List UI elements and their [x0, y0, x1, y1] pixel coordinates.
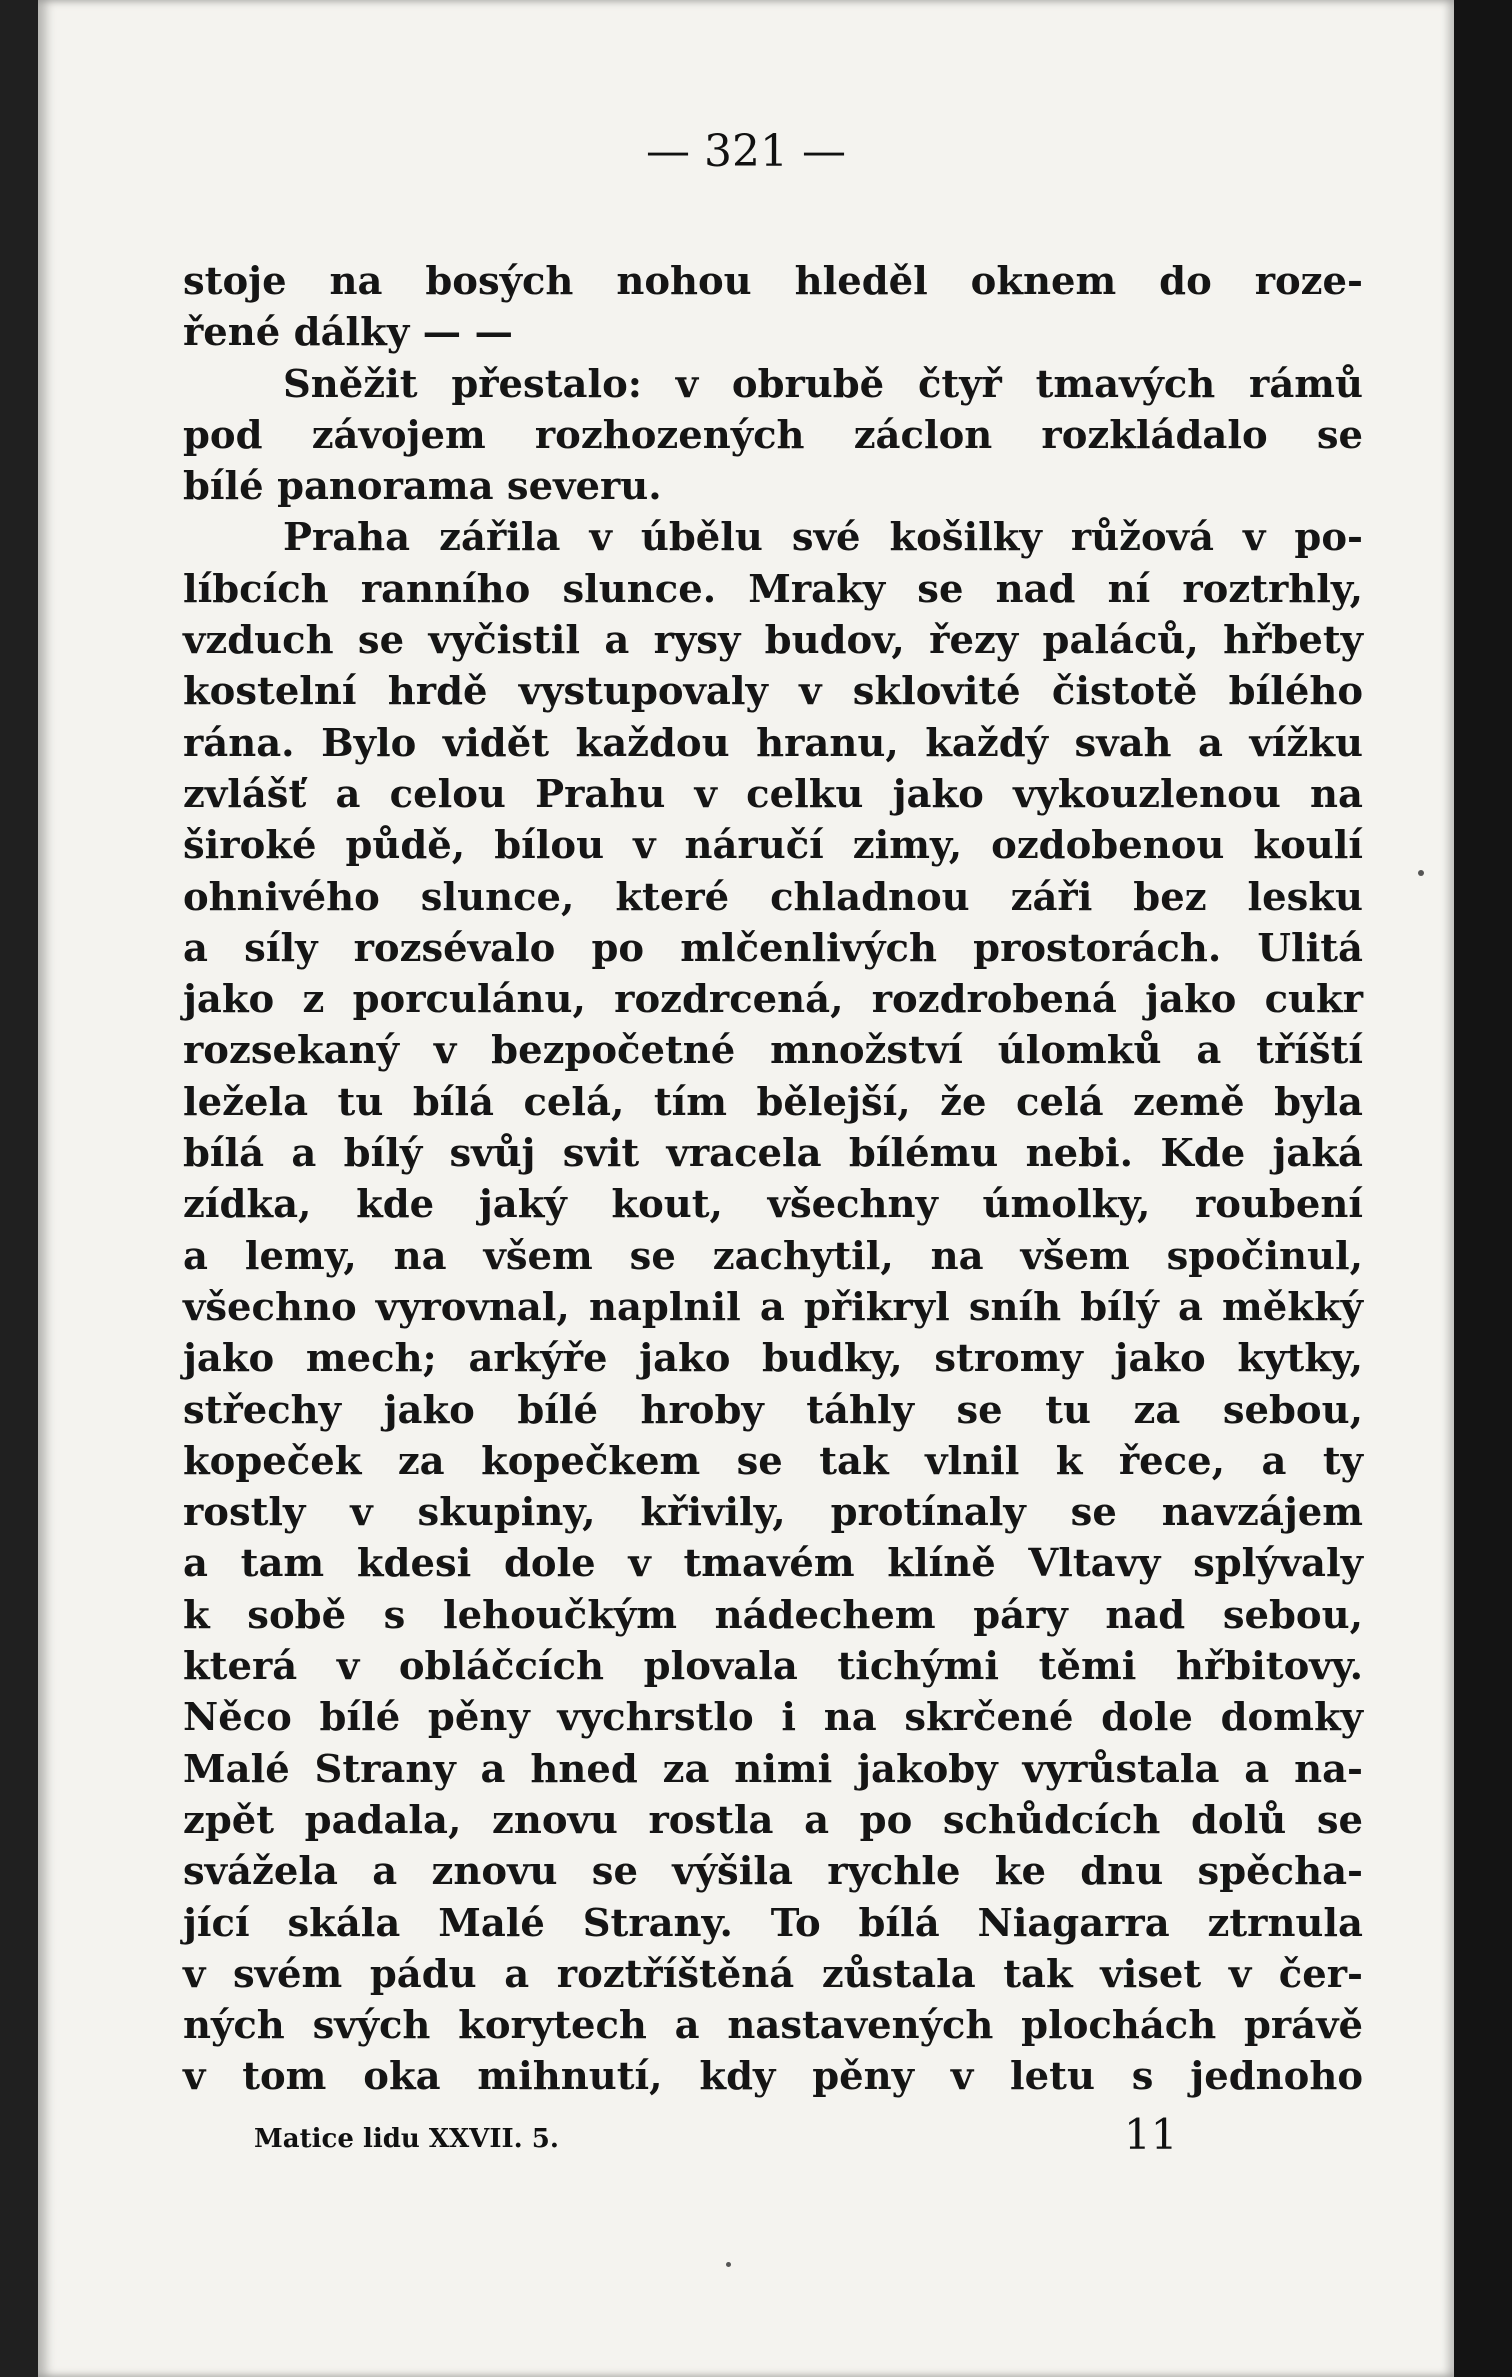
- text-line: Praha zářila v úbělu své košilky růžová v po-: [283, 515, 1363, 561]
- text-line: Něco bílé pěny vychrstlo i na skrčené dole domky: [183, 1695, 1363, 1741]
- text-line: v svém pádu a roztříštěná zůstala tak viset v čer-: [183, 1951, 1363, 1997]
- text-line: svážela a znovu se výšila rychle ke dnu spěcha-: [183, 1849, 1363, 1895]
- text-line: jako mech; arkýře jako budky, stromy jako kytky,: [183, 1336, 1363, 1382]
- text-line: bílá a bílý svůj svit vracela bílému nebi. Kde jaká: [183, 1131, 1363, 1177]
- text-line: všechno vyrovnal, naplnil a přikryl sníh bílý a měkký: [183, 1284, 1363, 1330]
- text-line: a síly rozsévalo po mlčenlivých prostorách. Ulitá: [183, 925, 1363, 971]
- text-line: jící skála Malé Strany. To bílá Niagarra ztrnula: [183, 1900, 1363, 1946]
- text-line: kostelní hrdě vystupovaly v sklovité čistotě bílého: [183, 669, 1363, 715]
- text-line: k sobě s lehoučkým nádechem páry nad sebou,: [183, 1592, 1363, 1638]
- body-text: [183, 256, 1363, 2103]
- page-number: — 321 —: [646, 126, 846, 177]
- text-line: ných svých korytech a nastavených plochách právě: [183, 2003, 1363, 2049]
- printer-signature: Matice lidu XXVII. 5.: [254, 2124, 559, 2154]
- text-line: Malé Strany a hned za nimi jakoby vyrůstala a na-: [183, 1746, 1363, 1792]
- text-line: líbcích ranního slunce. Mraky se nad ní roztrhly,: [183, 566, 1363, 612]
- scan-left-edge: [0, 0, 38, 2377]
- text-line: jako z porculánu, rozdrcená, rozdrobená jako cukr: [183, 977, 1363, 1023]
- text-line: v tom oka mihnutí, kdy pěny v letu s jednoho: [183, 2054, 1363, 2100]
- text-line: rána. Bylo vidět každou hranu, každý svah a vížku: [183, 720, 1363, 766]
- text-line: řené dálky — —: [183, 310, 514, 356]
- text-line: zídka, kde jaký kout, všechny úmolky, roubení: [183, 1182, 1363, 1228]
- text-line: střechy jako bílé hroby táhly se tu za sebou,: [183, 1387, 1363, 1433]
- sheet-number: 11: [1124, 2110, 1178, 2159]
- text-line: stoje na bosých nohou hleděl oknem do roze-: [183, 259, 1363, 304]
- scan-speck: [1418, 870, 1424, 876]
- scan-right-edge: [1454, 0, 1512, 2377]
- text-line: pod závojem rozhozených záclon rozkládalo se: [183, 412, 1363, 458]
- text-line: kopeček za kopečkem se tak vlnil k řece, a ty: [183, 1438, 1363, 1484]
- text-line: široké půdě, bílou v náručí zimy, ozdobenou koulí: [183, 823, 1363, 869]
- text-line: zpět padala, znovu rostla a po schůdcích dolů se: [183, 1797, 1363, 1843]
- text-line: ohnivého slunce, které chladnou záři bez lesku: [183, 874, 1363, 920]
- text-line: rostly v skupiny, křivily, protínaly se navzájem: [183, 1490, 1363, 1536]
- text-line: vzduch se vyčistil a rysy budov, řezy paláců, hřbety: [183, 618, 1363, 664]
- text-line: zvlášť a celou Prahu v celku jako vykouzlenou na: [183, 771, 1363, 817]
- text-line: rozsekaný v bezpočetné množství úlomků a tříští: [183, 1028, 1363, 1074]
- book-page: [38, 0, 1454, 2377]
- text-line: a lemy, na všem se zachytil, na všem spočinul,: [183, 1233, 1363, 1279]
- text-line: Sněžit přestalo: v obrubě čtyř tmavých rámů: [283, 361, 1363, 407]
- text-line: ležela tu bílá celá, tím bělejší, že celá země byla: [183, 1079, 1363, 1125]
- text-line: bílé panorama severu.: [183, 464, 662, 510]
- text-line: a tam kdesi dole v tmavém klíně Vltavy splývaly: [183, 1541, 1363, 1587]
- text-line: která v obláčcích plovala tichými těmi hřbitovy.: [183, 1644, 1363, 1690]
- scan-speck: [726, 2262, 731, 2267]
